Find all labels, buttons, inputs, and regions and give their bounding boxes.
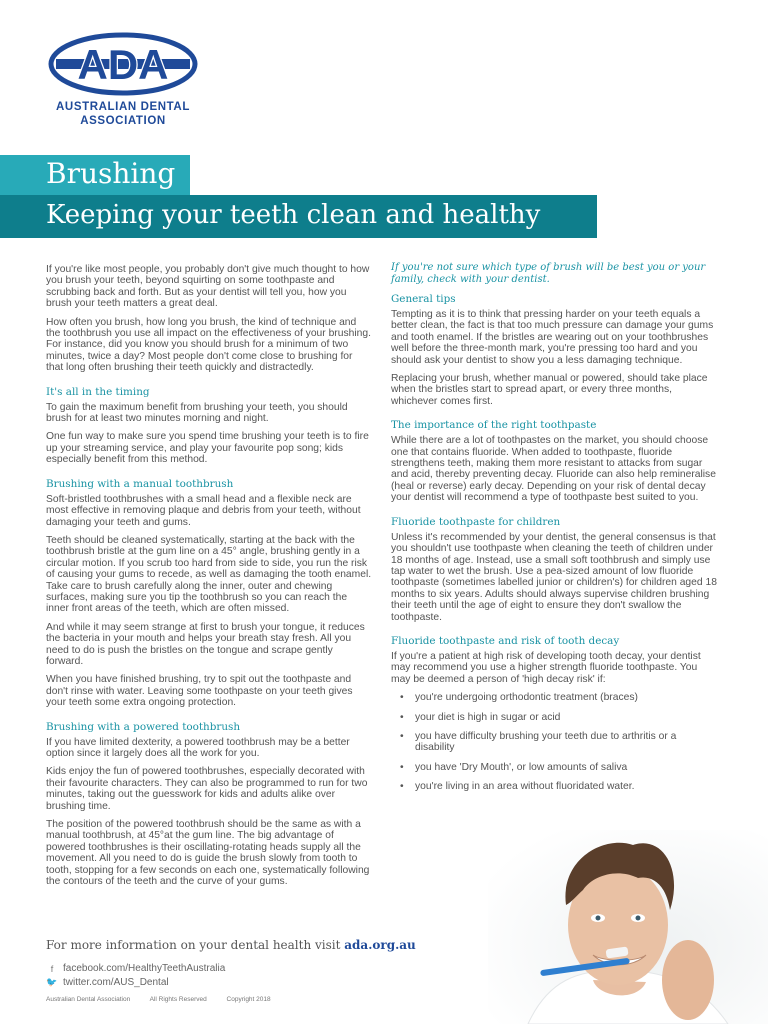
logo-org-line2: ASSOCIATION [80, 115, 166, 127]
facebook-link[interactable]: facebook.com/HealthyTeethAustralia [63, 963, 226, 974]
general-paragraph-1: Tempting as it is to think that pressing harder on your teeth equals a better clean, the fact is that too much pressure can damage your gums and tooth enamel. If the bristles are wearing out on your toothbrushes well before the three-month mark, you're pressing too hard and you should ask your dentist to show you a less damaging technique. [391, 309, 714, 366]
risk-list-item: • you're living in an area without fluoridated water. [391, 781, 717, 792]
website-link[interactable]: ada.org.au [344, 938, 416, 952]
risk-paragraph-1: If you're a patient at high risk of developing tooth decay, your dentist may recommend you use a higher strength fluoride toothpaste. You may be deemed a person of 'high decay risk' if: [391, 650, 701, 685]
page-subtitle: Keeping your teeth clean and healthy [46, 200, 541, 230]
risk-list-item: • you have 'Dry Mouth', or low amounts of saliva [391, 762, 717, 773]
manual-paragraph-4: When you have finished brushing, try to spit out the toothpaste and don't rinse with water. Leaving some toothpaste on your teeth gives your teeth some extra ongoing protection. [46, 674, 353, 709]
twitter-row [46, 977, 169, 988]
ada-logo [48, 32, 198, 128]
legal-rights: All Rights Reserved [149, 996, 207, 1003]
section-heading-risk: Fluoride toothpaste and risk of tooth decay [391, 634, 620, 647]
children-paragraph-1: Unless it's recommended by your dentist, the general consensus is that you shouldn't use toothpaste when cleaning the teeth of children under 18 months of age. Instead, use a small soft toothbrush and simply use tap water to wet the brush. Use a pea-sized amount of low fluoride toothpaste (sometimes labelled junior or children's) for children aged 18 months to six years. Adults should always supervise children brushing their teeth until the age of eight to ensure they don't swallow the toothpaste. [391, 531, 717, 623]
risk-list-item: • you have difficulty brushing your teeth due to arthritis or a disability [391, 731, 717, 753]
section-heading-timing: It's all in the timing [46, 385, 150, 398]
right-column [391, 262, 717, 801]
section-heading-general: General tips [391, 293, 456, 305]
logo-org-name [48, 100, 198, 128]
intro-paragraph-1: If you're like most people, you probably don't give much thought to how you brush your teeth, beyond squirting on some toothpaste and scrubbing back and forth. But as your dentist will tell you, how you brush your teeth matters a great deal. [46, 264, 370, 310]
ada-logo-mark [48, 32, 198, 96]
manual-paragraph-3: And while it may seem strange at first to brush your tongue, it reduces the bacteria in your mouth and helps your breath stay fresh. All you need to do is push the bristles on the tongue and scrape gently forward. [46, 621, 365, 667]
more-info-line [46, 938, 416, 952]
facebook-row [46, 963, 225, 974]
section-heading-manual: Brushing with a manual toothbrush [46, 477, 234, 490]
manual-paragraph-2: Teeth should be cleaned systematically, starting at the back with the toothbrush bristle at the gum line on a 45° angle, brushing gently in a circular motion. If you scrub too hard from side to side, you run the risk of causing your gums to recede, as well as damaging the tooth enamel. Take care to brush carefully along the inner, outer and chewing surfaces, making sure you tip the toothbrush so you can reach the inner front areas of the teeth, which are often missed. [46, 534, 372, 615]
risk-list-item: • your diet is high in sugar or acid [391, 712, 717, 723]
legal-org: Australian Dental Association [46, 996, 131, 1003]
more-info-text: For more information on your dental health visit [46, 938, 345, 952]
brush-tip-callout: If you're not sure which type of brush will be best you or your family, check with your dentist. [391, 262, 706, 285]
general-paragraph-2: Replacing your brush, whether manual or powered, should take place when the bristles start to spread apart, or every three months, whichever comes first. [391, 373, 708, 407]
logo-mark-text: ADA [77, 41, 169, 88]
powered-paragraph-3: The position of the powered toothbrush should be the same as with a manual toothbrush, at 45°at the gum line. The big advantage of powered toothbrushes is their oscillating-rotating heads supply all the movement. All you need to do is guide the brush slowly from tooth to tooth, stopping for a few seconds on each one, systematically following the contours of the teeth and the curve of your gums. [46, 819, 370, 888]
legal-footer [46, 996, 289, 1003]
page-title: Brushing [46, 157, 176, 190]
section-heading-children: Fluoride toothpaste for children [391, 515, 561, 528]
section-heading-powered: Brushing with a powered toothbrush [46, 720, 241, 733]
risk-list-item: • you're undergoing orthodontic treatment (braces) [391, 692, 717, 703]
powered-paragraph-2: Kids enjoy the fun of powered toothbrushes, especially decorated with their favourite characters. They can also be programmed to run for two minutes, taking out the guesswork for kids and adults alike over brushing time. [46, 766, 368, 812]
twitter-icon: 🐦 [46, 977, 58, 987]
timing-paragraph-1: To gain the maximum benefit from brushing your teeth, you should brush for at least two minutes morning and night. [46, 401, 348, 425]
section-heading-importance: The importance of the right toothpaste [391, 419, 597, 432]
legal-copyright: Copyright 2018 [226, 996, 271, 1003]
man-brushing-teeth-photo [488, 830, 768, 1024]
facebook-icon: f [50, 963, 54, 974]
manual-paragraph-1: Soft-bristled toothbrushes with a small head and a flexible neck are most effective in removing plaque and debris from your teeth, without damaging your teeth and gums. [46, 493, 361, 528]
timing-paragraph-2: One fun way to make sure you spend time brushing your teeth is to fire up your streaming service, and play your favourite pop song; kids especially benefit from this method. [46, 431, 369, 466]
logo-org-line1: AUSTRALIAN DENTAL [56, 101, 190, 113]
importance-paragraph-1: While there are a lot of toothpastes on the market, you should choose one that contains fluoride. When added to toothpaste, fluoride strengthens teeth, making them more resistant to attacks from sugar and acid, thereby preventing decay. Fluoride can also help remineralise (heal or reverse) early decay. Depending on your risk of dental decay your dentist will recommend a type of toothpaste best suited to you. [391, 435, 716, 504]
intro-paragraph-2: How often you brush, how long you brush, the kind of technique and the toothbrush you use all impact on the effectiveness of your brushing. For instance, did you know you should brush for a minimum of two minutes, twice a day? Most people don't come close to brushing for that long often brushing their teeth quickly and distractedly. [46, 316, 371, 374]
left-column [46, 264, 372, 894]
powered-paragraph-1: If you have limited dexterity, a powered toothbrush may be a better option since it largely does all the work for you. [46, 736, 350, 759]
risk-list [391, 692, 717, 792]
twitter-link[interactable]: twitter.com/AUS_Dental [63, 977, 169, 988]
